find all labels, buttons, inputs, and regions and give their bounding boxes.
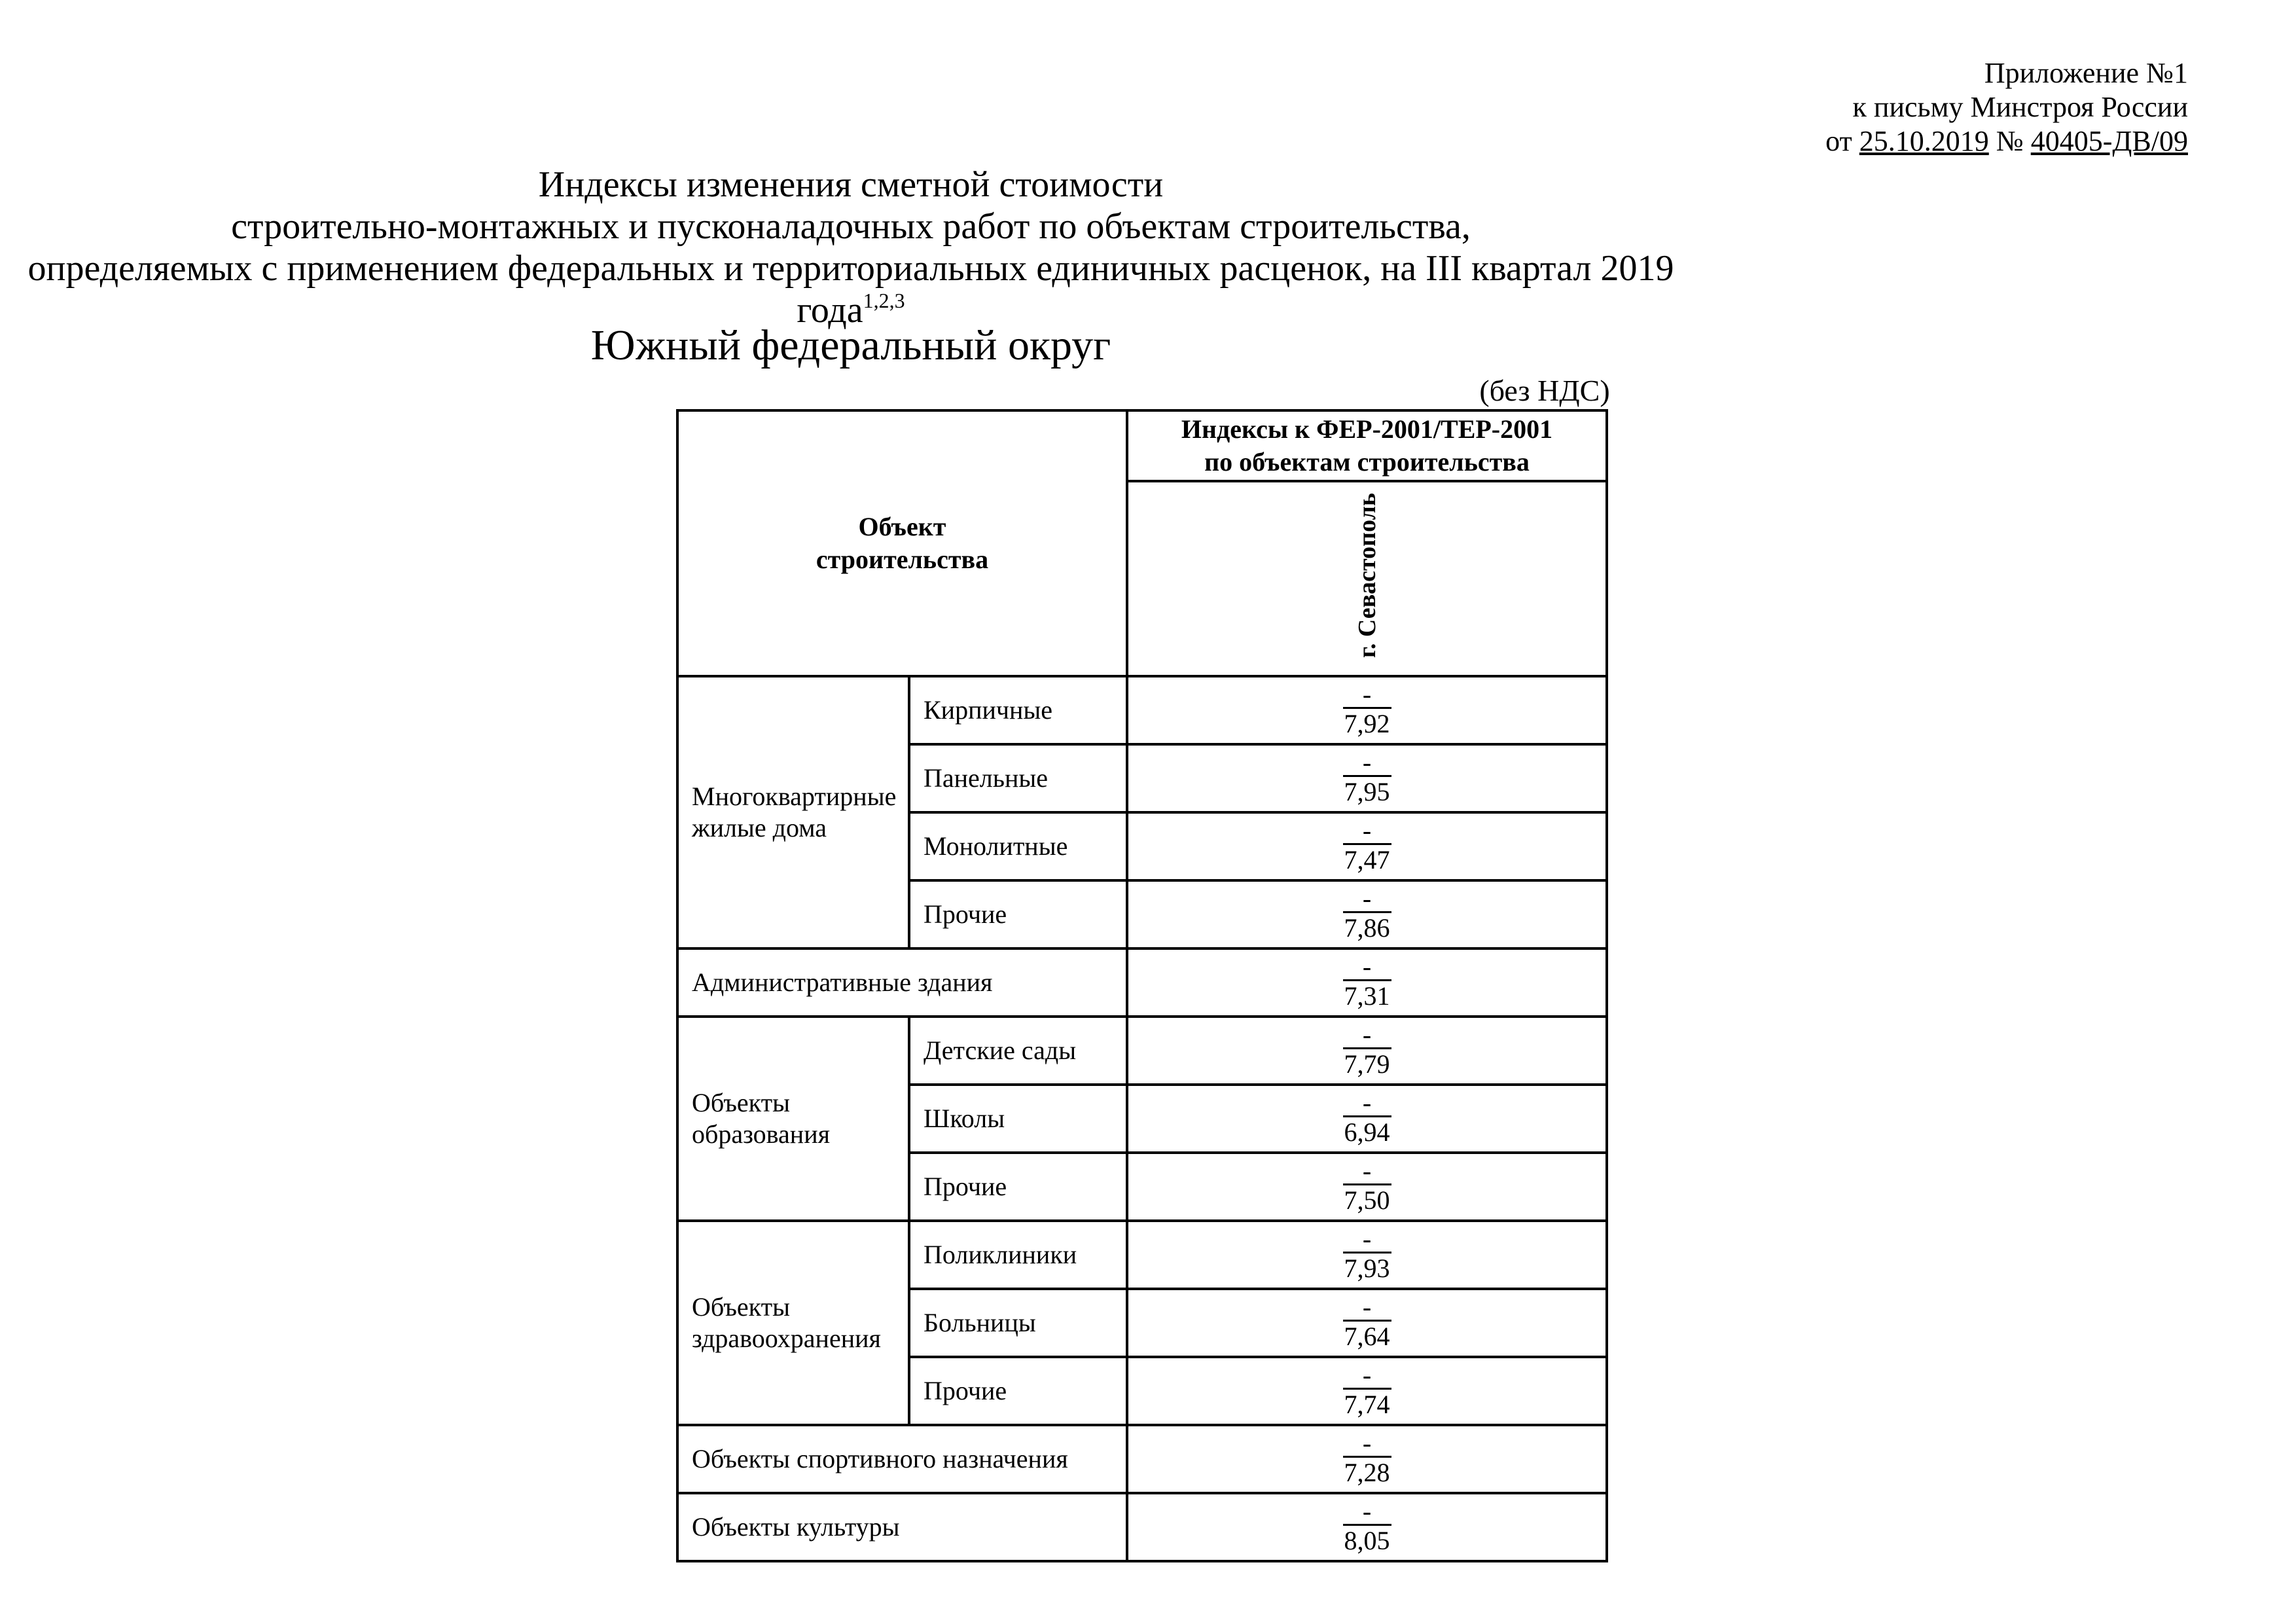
appendix-line-3 [1825, 124, 2188, 158]
fraction-top: - [1343, 1159, 1391, 1185]
district-heading: Южный федеральный округ [590, 321, 1111, 369]
table-row [677, 948, 1607, 1017]
index-value: 7,28 [1344, 1457, 1390, 1487]
index-value: 7,50 [1344, 1185, 1390, 1215]
group-apartments-label [677, 676, 909, 948]
title-line-1: Индексы изменения сметной стоимости [538, 164, 1164, 205]
fraction-top: - [1343, 1022, 1391, 1049]
table-row [677, 1493, 1607, 1561]
index-fraction [1343, 679, 1391, 739]
fraction-top: - [1343, 1295, 1391, 1322]
title-line-3 [0, 247, 1702, 331]
index-table [676, 409, 1608, 1562]
fraction-top: - [1343, 886, 1391, 913]
row-label: Монолитные [909, 812, 1127, 880]
appendix-number: 40405-ДВ/09 [2030, 125, 2188, 157]
group-label-line-2: образования [692, 1119, 830, 1149]
fraction-top: - [1343, 1227, 1391, 1254]
index-value: 7,74 [1344, 1389, 1390, 1419]
index-fraction [1343, 1496, 1391, 1556]
row-label: Объекты культуры [677, 1493, 1127, 1561]
fraction-top: - [1343, 750, 1391, 777]
index-value-cell [1127, 1221, 1607, 1289]
row-label: Прочие [909, 1357, 1127, 1425]
header-index-line-1: Индексы к ФЕР-2001/ТЕР-2001 [1181, 414, 1553, 444]
row-label: Панельные [909, 744, 1127, 812]
header-city: г. Севастополь [1353, 492, 1381, 659]
row-label: Больницы [909, 1289, 1127, 1357]
vat-note: (без НДС) [1479, 374, 1610, 407]
group-label-line-1: Объекты [692, 1088, 790, 1117]
index-value: 7,79 [1344, 1049, 1390, 1079]
group-label-line-1: Многоквартирные [692, 782, 897, 811]
index-fraction [1343, 815, 1391, 875]
appendix-line-1: Приложение №1 [1984, 57, 2188, 89]
group-label-line-1: Объекты [692, 1292, 790, 1322]
row-label: Детские сады [909, 1017, 1127, 1085]
index-value-cell [1127, 744, 1607, 812]
index-fraction [1343, 1155, 1391, 1216]
index-value: 7,31 [1344, 981, 1390, 1011]
index-fraction [1343, 1087, 1391, 1147]
index-value-cell [1127, 1357, 1607, 1425]
index-fraction [1343, 1291, 1391, 1352]
header-object-line-1: Объект [858, 512, 946, 541]
row-label: Поликлиники [909, 1221, 1127, 1289]
index-value-cell [1127, 1493, 1607, 1561]
index-value: 7,95 [1344, 776, 1390, 806]
group-education-label [677, 1017, 909, 1221]
table-row [677, 1221, 1607, 1289]
index-value-cell [1127, 948, 1607, 1017]
index-value: 7,92 [1344, 708, 1390, 738]
group-healthcare-label [677, 1221, 909, 1425]
group-label-line-2: жилые дома [692, 813, 827, 842]
index-value-cell [1127, 1153, 1607, 1221]
index-value: 7,93 [1344, 1253, 1390, 1283]
fraction-top: - [1343, 682, 1391, 709]
index-value: 7,64 [1344, 1321, 1390, 1351]
index-fraction [1343, 951, 1391, 1011]
appendix-block [1825, 56, 2188, 158]
group-label-line-2: здравоохранения [692, 1324, 881, 1353]
index-value-cell [1127, 1289, 1607, 1357]
appendix-line-2: к письму Минстроя России [1852, 91, 2188, 123]
index-fraction [1343, 1019, 1391, 1079]
index-value-cell [1127, 1425, 1607, 1493]
appendix-date: 25.10.2019 [1859, 125, 1989, 157]
index-value: 6,94 [1344, 1117, 1390, 1147]
header-index-line-2: по объектам строительства [1204, 447, 1530, 477]
row-label: Административные здания [677, 948, 1127, 1017]
title-line-2: строительно-монтажных и пусконаладочных работ по объектам строительства, [231, 206, 1471, 247]
fraction-top: - [1343, 1499, 1391, 1526]
row-label: Объекты спортивного назначения [677, 1425, 1127, 1493]
title-footnotes: 1,2,3 [863, 289, 905, 312]
index-value: 8,05 [1344, 1525, 1390, 1555]
row-label: Прочие [909, 880, 1127, 948]
index-value-cell [1127, 812, 1607, 880]
table-row [677, 676, 1607, 744]
appendix-from: от [1825, 125, 1859, 157]
index-value: 7,86 [1344, 912, 1390, 943]
row-label: Прочие [909, 1153, 1127, 1221]
index-fraction [1343, 1428, 1391, 1488]
table-row [677, 1425, 1607, 1493]
index-value-cell [1127, 676, 1607, 744]
index-fraction [1343, 883, 1391, 943]
index-fraction [1343, 1360, 1391, 1420]
index-value-cell [1127, 1017, 1607, 1085]
header-object-cell [677, 410, 1127, 676]
index-value-cell [1127, 1085, 1607, 1153]
title-line-3-text: определяемых с применением федеральных и территориальных единичных расценок, на III квартал 2019 года [27, 248, 1674, 331]
fraction-top: - [1343, 1363, 1391, 1390]
row-label: Школы [909, 1085, 1127, 1153]
table-row [677, 1017, 1607, 1085]
fraction-top: - [1343, 1091, 1391, 1117]
header-city-cell [1127, 481, 1607, 676]
index-fraction [1343, 747, 1391, 807]
fraction-top: - [1343, 1431, 1391, 1458]
appendix-number-sign: № [1988, 125, 2031, 157]
fraction-top: - [1343, 954, 1391, 981]
document-title [0, 164, 1702, 331]
index-fraction [1343, 1223, 1391, 1284]
index-value-cell [1127, 880, 1607, 948]
header-object-line-2: строительства [816, 545, 989, 574]
index-value: 7,47 [1344, 844, 1390, 875]
header-index-cell [1127, 410, 1607, 481]
fraction-top: - [1343, 818, 1391, 845]
row-label: Кирпичные [909, 676, 1127, 744]
